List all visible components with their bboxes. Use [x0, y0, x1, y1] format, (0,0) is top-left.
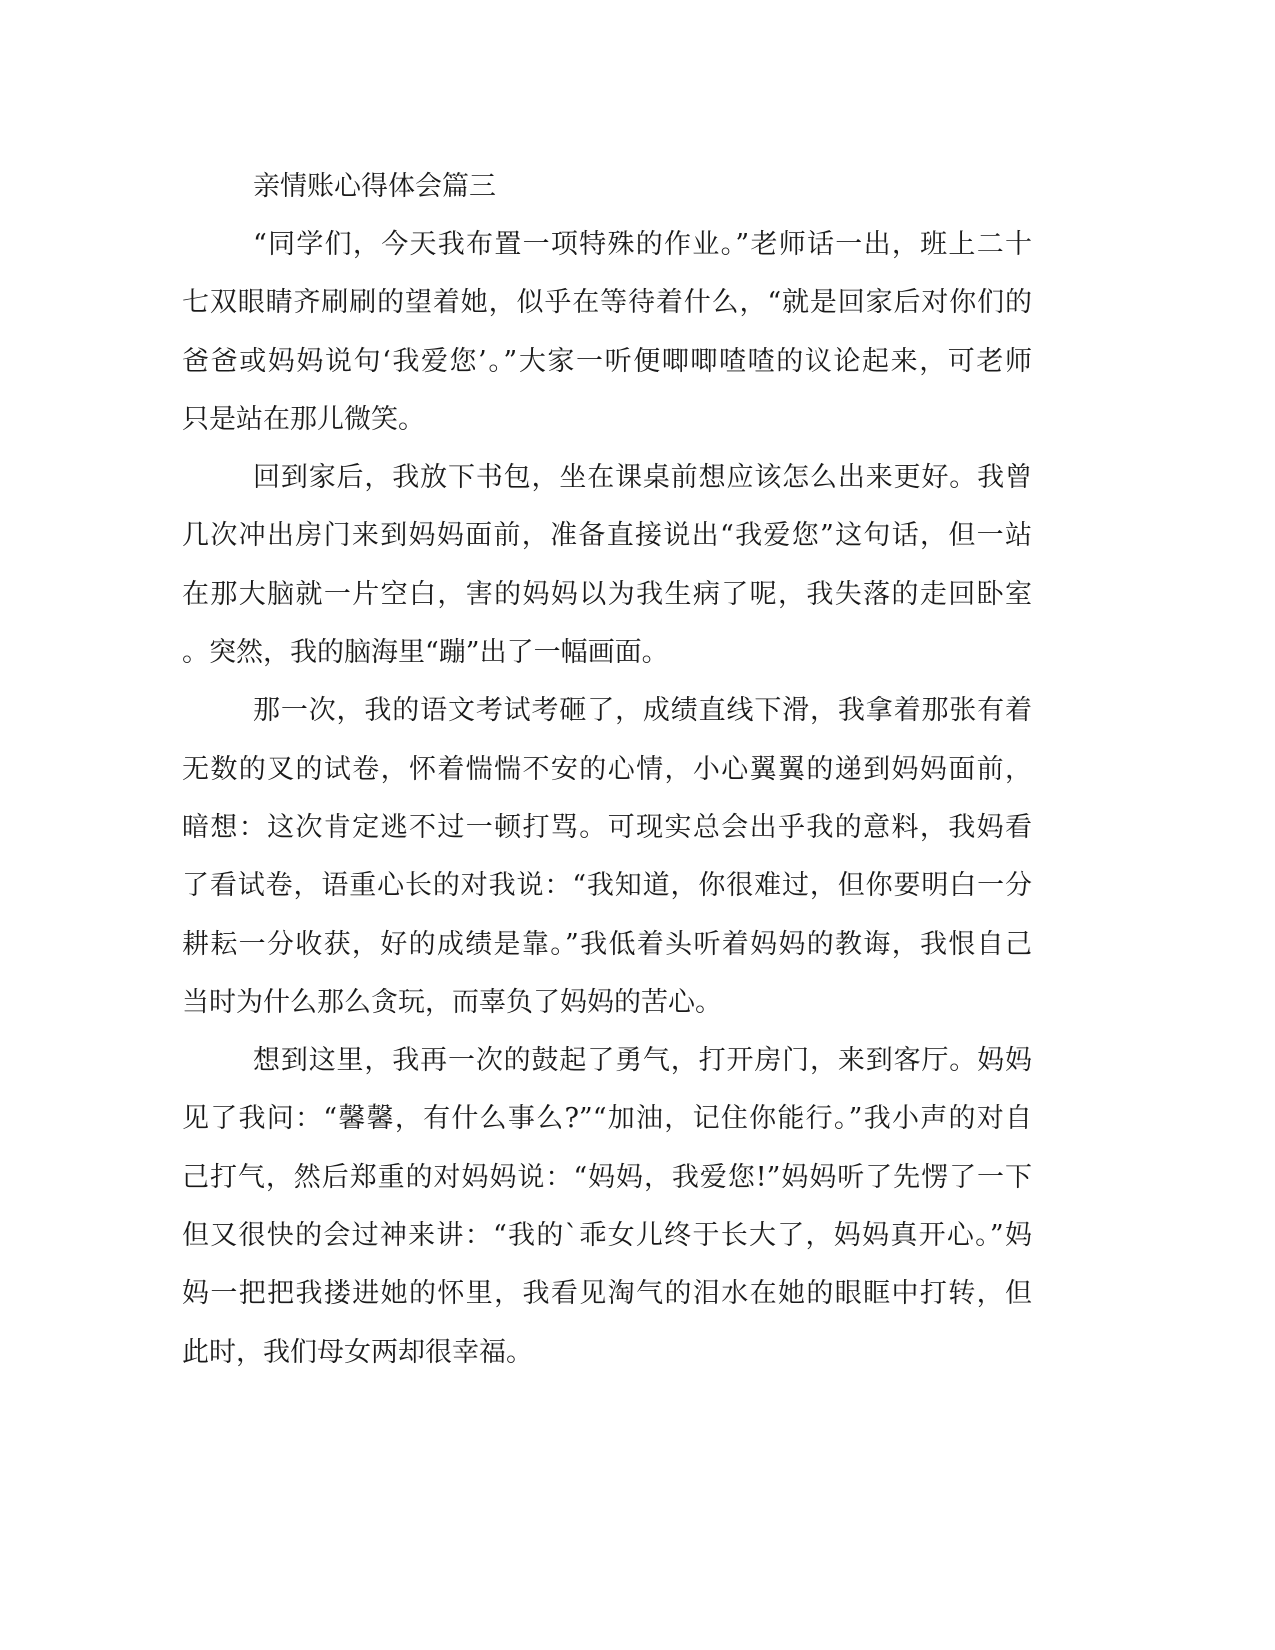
text-line: 见了我问：“馨馨，有什么事么?”“加油，记住你能行。”我小声的对自: [182, 1103, 1032, 1135]
text-line: 想到这里，我再一次的鼓起了勇气，打开房门，来到客厅。妈妈: [253, 1045, 1032, 1077]
text-line: 此时，我们母女两却很幸福。: [182, 1336, 533, 1368]
text-line: 那一次，我的语文考试考砸了，成绩直线下滑，我拿着那张有着: [253, 695, 1032, 727]
text-line: 无数的叉的试卷，怀着惴惴不安的心情，小心翼翼的递到妈妈面前，: [182, 753, 1032, 785]
text-line: 但又很快的会过神来讲：“我的`乖女儿终于长大了，妈妈真开心。”妈: [182, 1220, 1032, 1252]
paragraph-2: [182, 449, 1032, 682]
paragraph-3: [182, 682, 1032, 1032]
text-line: 回到家后，我放下书包，坐在课桌前想应该怎么出来更好。我曾: [253, 462, 1032, 494]
text-line: 在那大脑就一片空白，害的妈妈以为我生病了呢，我失落的走回卧室: [182, 578, 1032, 610]
paragraph-1: [182, 216, 1032, 449]
text-line: 爸爸或妈妈说句‘我爱您’。”大家一听便唧唧喳喳的议论起来，可老师: [182, 345, 1032, 377]
text-line: 了看试卷，语重心长的对我说：“我知道，你很难过，但你要明白一分: [182, 870, 1032, 902]
document-title: 亲情账心得体会篇三: [253, 171, 496, 202]
text-line: 几次冲出房门来到妈妈面前，准备直接说出“我爱您”这句话，但一站: [182, 520, 1032, 552]
text-line: 。突然，我的脑海里“蹦”出了一幅画面。: [182, 637, 669, 669]
text-line: 只是站在那儿微笑。: [182, 403, 425, 435]
document-body: [182, 158, 1032, 1382]
text-line: 己打气，然后郑重的对妈妈说：“妈妈，我爱您!”妈妈听了先愣了一下: [182, 1161, 1032, 1193]
text-line: 妈一把把我搂进她的怀里，我看见淘气的泪水在她的眼眶中打转，但: [182, 1278, 1032, 1310]
paragraph-4: [182, 1032, 1032, 1382]
text-line: 当时为什么那么贪玩，而辜负了妈妈的苦心。: [182, 986, 722, 1018]
text-line: 暗想：这次肯定逃不过一顿打骂。可现实总会出乎我的意料，我妈看: [182, 811, 1032, 843]
text-line: 七双眼睛齐刷刷的望着她，似乎在等待着什么，“就是回家后对你们的: [182, 287, 1032, 319]
text-line: 耕耘一分收获，好的成绩是靠。”我低着头听着妈妈的教诲，我恨自己: [182, 928, 1032, 960]
text-line: “同学们，今天我布置一项特殊的作业。”老师话一出，班上二十: [253, 229, 1032, 260]
